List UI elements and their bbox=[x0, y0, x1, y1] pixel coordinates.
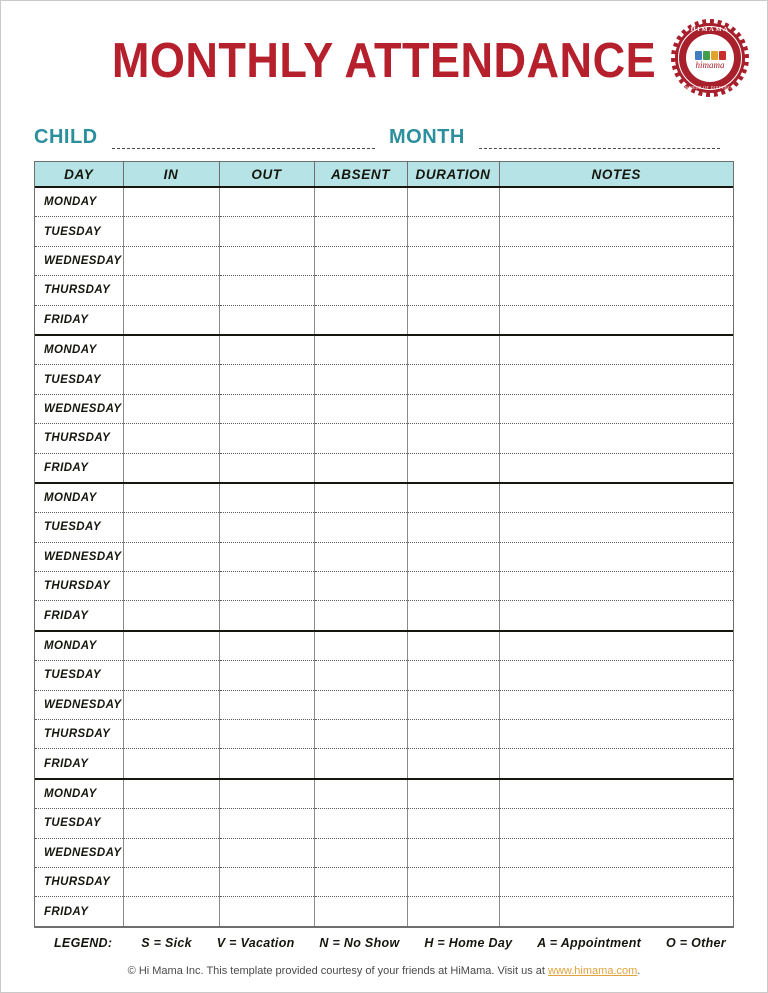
column-header-in: IN bbox=[123, 162, 219, 187]
table-row bbox=[35, 779, 733, 809]
table-row bbox=[35, 809, 733, 838]
table-row bbox=[35, 513, 733, 542]
cell-absent[interactable] bbox=[314, 601, 407, 631]
day-label-cell: FRIDAY bbox=[35, 749, 123, 779]
table-row bbox=[35, 720, 733, 749]
cell-out[interactable] bbox=[219, 809, 314, 838]
page-title: MONTHLY ATTENDANCE bbox=[111, 34, 657, 88]
day-label-cell: THURSDAY bbox=[35, 424, 123, 453]
cell-absent[interactable] bbox=[314, 335, 407, 365]
day-label-cell: THURSDAY bbox=[35, 720, 123, 749]
cell-out[interactable] bbox=[219, 276, 314, 305]
cell-duration[interactable] bbox=[407, 838, 499, 867]
cell-in[interactable] bbox=[123, 276, 219, 305]
table-row bbox=[35, 246, 733, 275]
cell-notes[interactable] bbox=[499, 453, 733, 483]
logo-bottom-text: A WORLD OF DIFFERENCE bbox=[680, 86, 740, 90]
cell-in[interactable] bbox=[123, 483, 219, 513]
table-row bbox=[35, 187, 733, 217]
cell-duration[interactable] bbox=[407, 897, 499, 926]
cell-out[interactable] bbox=[219, 542, 314, 571]
day-label-cell: TUESDAY bbox=[35, 809, 123, 838]
cell-notes[interactable] bbox=[499, 631, 733, 661]
attendance-table bbox=[35, 162, 733, 927]
cell-in[interactable] bbox=[123, 897, 219, 926]
cell-out[interactable] bbox=[219, 217, 314, 246]
day-label-cell: TUESDAY bbox=[35, 217, 123, 246]
day-label-cell: WEDNESDAY bbox=[35, 542, 123, 571]
cell-notes[interactable] bbox=[499, 572, 733, 601]
cell-notes[interactable] bbox=[499, 838, 733, 867]
cell-absent[interactable] bbox=[314, 867, 407, 896]
column-header-day: DAY bbox=[35, 162, 123, 187]
day-label-cell: WEDNESDAY bbox=[35, 394, 123, 423]
table-row bbox=[35, 601, 733, 631]
cell-out[interactable] bbox=[219, 690, 314, 719]
cell-notes[interactable] bbox=[499, 394, 733, 423]
cell-absent[interactable] bbox=[314, 809, 407, 838]
cell-notes[interactable] bbox=[499, 335, 733, 365]
cell-absent[interactable] bbox=[314, 838, 407, 867]
day-label-cell: MONDAY bbox=[35, 779, 123, 809]
cell-in[interactable] bbox=[123, 749, 219, 779]
cell-duration[interactable] bbox=[407, 779, 499, 809]
day-label-cell: FRIDAY bbox=[35, 453, 123, 483]
table-row bbox=[35, 631, 733, 661]
cell-out[interactable] bbox=[219, 661, 314, 690]
table-row bbox=[35, 276, 733, 305]
cell-out[interactable] bbox=[219, 246, 314, 275]
cell-notes[interactable] bbox=[499, 276, 733, 305]
cell-in[interactable] bbox=[123, 809, 219, 838]
himama-logo bbox=[671, 19, 749, 97]
cell-out[interactable] bbox=[219, 483, 314, 513]
table-row bbox=[35, 542, 733, 571]
cell-in[interactable] bbox=[123, 542, 219, 571]
table-row bbox=[35, 424, 733, 453]
cell-duration[interactable] bbox=[407, 720, 499, 749]
cell-out[interactable] bbox=[219, 720, 314, 749]
child-field bbox=[34, 127, 389, 149]
cell-duration[interactable] bbox=[407, 187, 499, 217]
cell-in[interactable] bbox=[123, 690, 219, 719]
cell-out[interactable] bbox=[219, 749, 314, 779]
cell-in[interactable] bbox=[123, 453, 219, 483]
table-row bbox=[35, 897, 733, 926]
table-row bbox=[35, 217, 733, 246]
day-label-cell: FRIDAY bbox=[35, 305, 123, 335]
cell-duration[interactable] bbox=[407, 601, 499, 631]
table-row bbox=[35, 483, 733, 513]
day-label-cell: THURSDAY bbox=[35, 867, 123, 896]
cell-duration[interactable] bbox=[407, 483, 499, 513]
cell-in[interactable] bbox=[123, 365, 219, 394]
cell-in[interactable] bbox=[123, 631, 219, 661]
cell-notes[interactable] bbox=[499, 779, 733, 809]
cell-duration[interactable] bbox=[407, 365, 499, 394]
column-header-duration: DURATION bbox=[407, 162, 499, 187]
cell-in[interactable] bbox=[123, 246, 219, 275]
cell-absent[interactable] bbox=[314, 276, 407, 305]
cell-notes[interactable] bbox=[499, 867, 733, 896]
cell-absent[interactable] bbox=[314, 187, 407, 217]
attendance-table-body bbox=[35, 187, 733, 926]
cell-in[interactable] bbox=[123, 720, 219, 749]
form-fields-row bbox=[34, 109, 734, 149]
table-row bbox=[35, 690, 733, 719]
cell-absent[interactable] bbox=[314, 690, 407, 719]
cell-duration[interactable] bbox=[407, 276, 499, 305]
cell-out[interactable] bbox=[219, 631, 314, 661]
month-field-label: MONTH bbox=[389, 126, 465, 148]
cell-in[interactable] bbox=[123, 661, 219, 690]
cell-absent[interactable] bbox=[314, 897, 407, 926]
cell-out[interactable] bbox=[219, 453, 314, 483]
day-label-cell: WEDNESDAY bbox=[35, 246, 123, 275]
cell-duration[interactable] bbox=[407, 690, 499, 719]
cell-out[interactable] bbox=[219, 572, 314, 601]
cell-duration[interactable] bbox=[407, 394, 499, 423]
cell-in[interactable] bbox=[123, 217, 219, 246]
cell-absent[interactable] bbox=[314, 217, 407, 246]
cell-out[interactable] bbox=[219, 305, 314, 335]
cell-in[interactable] bbox=[123, 867, 219, 896]
table-row bbox=[35, 867, 733, 896]
child-field-label: CHILD bbox=[34, 126, 98, 148]
cell-notes[interactable] bbox=[499, 749, 733, 779]
cell-absent[interactable] bbox=[314, 246, 407, 275]
table-header-row bbox=[35, 162, 733, 187]
legend-item-other: O = Other bbox=[665, 935, 726, 950]
page-header bbox=[1, 1, 767, 109]
cell-duration[interactable] bbox=[407, 749, 499, 779]
train-car-4 bbox=[719, 51, 726, 60]
cell-absent[interactable] bbox=[314, 542, 407, 571]
table-row bbox=[35, 661, 733, 690]
cell-notes[interactable] bbox=[499, 661, 733, 690]
cell-in[interactable] bbox=[123, 513, 219, 542]
legend-item-sick: S = Sick bbox=[141, 935, 192, 950]
cell-out[interactable] bbox=[219, 365, 314, 394]
cell-in[interactable] bbox=[123, 335, 219, 365]
cell-duration[interactable] bbox=[407, 867, 499, 896]
cell-out[interactable] bbox=[219, 187, 314, 217]
cell-notes[interactable] bbox=[499, 187, 733, 217]
cell-notes[interactable] bbox=[499, 217, 733, 246]
cell-absent[interactable] bbox=[314, 572, 407, 601]
cell-out[interactable] bbox=[219, 335, 314, 365]
month-field bbox=[389, 127, 734, 149]
cell-in[interactable] bbox=[123, 424, 219, 453]
cell-duration[interactable] bbox=[407, 572, 499, 601]
cell-in[interactable] bbox=[123, 838, 219, 867]
cell-notes[interactable] bbox=[499, 601, 733, 631]
cell-out[interactable] bbox=[219, 897, 314, 926]
legend-item-appointment: A = Appointment bbox=[537, 935, 642, 950]
cell-notes[interactable] bbox=[499, 690, 733, 719]
cell-duration[interactable] bbox=[407, 809, 499, 838]
cell-absent[interactable] bbox=[314, 365, 407, 394]
day-label-cell: MONDAY bbox=[35, 335, 123, 365]
day-label-cell: THURSDAY bbox=[35, 276, 123, 305]
logo-top-text: HIMAMA bbox=[690, 26, 730, 33]
cell-in[interactable] bbox=[123, 572, 219, 601]
cell-notes[interactable] bbox=[499, 365, 733, 394]
table-row bbox=[35, 749, 733, 779]
cell-duration[interactable] bbox=[407, 661, 499, 690]
cell-out[interactable] bbox=[219, 601, 314, 631]
logo-wordmark: himama bbox=[695, 59, 725, 70]
cell-out[interactable] bbox=[219, 779, 314, 809]
cell-notes[interactable] bbox=[499, 542, 733, 571]
table-row bbox=[35, 365, 733, 394]
cell-absent[interactable] bbox=[314, 513, 407, 542]
day-label-cell: MONDAY bbox=[35, 187, 123, 217]
cell-in[interactable] bbox=[123, 394, 219, 423]
footer-text-before: © Hi Mama Inc. This template provided courtesy of your friends at HiMama. Visit us at bbox=[127, 964, 549, 977]
train-car-3 bbox=[711, 51, 718, 60]
cell-duration[interactable] bbox=[407, 217, 499, 246]
table-row bbox=[35, 453, 733, 483]
cell-absent[interactable] bbox=[314, 631, 407, 661]
cell-in[interactable] bbox=[123, 305, 219, 335]
cell-notes[interactable] bbox=[499, 809, 733, 838]
day-label-cell: TUESDAY bbox=[35, 365, 123, 394]
cell-duration[interactable] bbox=[407, 246, 499, 275]
footer-text-after: . bbox=[637, 964, 641, 977]
table-row bbox=[35, 572, 733, 601]
attendance-table-head bbox=[35, 162, 733, 187]
cell-duration[interactable] bbox=[407, 631, 499, 661]
table-row bbox=[35, 394, 733, 423]
cell-duration[interactable] bbox=[407, 424, 499, 453]
cell-notes[interactable] bbox=[499, 720, 733, 749]
train-car-1 bbox=[695, 51, 702, 60]
day-label-cell: THURSDAY bbox=[35, 572, 123, 601]
cell-absent[interactable] bbox=[314, 453, 407, 483]
cell-duration[interactable] bbox=[407, 335, 499, 365]
column-header-notes: NOTES bbox=[499, 162, 733, 187]
cell-duration[interactable] bbox=[407, 453, 499, 483]
column-header-out: OUT bbox=[219, 162, 314, 187]
child-field-input-line[interactable] bbox=[112, 147, 375, 149]
cell-absent[interactable] bbox=[314, 424, 407, 453]
day-label-cell: MONDAY bbox=[35, 631, 123, 661]
legend-item-no-show: N = No Show bbox=[319, 935, 400, 950]
legend-title: LEGEND: bbox=[54, 935, 113, 950]
column-header-absent: ABSENT bbox=[314, 162, 407, 187]
cell-absent[interactable] bbox=[314, 749, 407, 779]
day-label-cell: WEDNESDAY bbox=[35, 690, 123, 719]
cell-in[interactable] bbox=[123, 779, 219, 809]
cell-duration[interactable] bbox=[407, 542, 499, 571]
day-label-cell: MONDAY bbox=[35, 483, 123, 513]
day-label-cell: TUESDAY bbox=[35, 661, 123, 690]
footer bbox=[34, 964, 734, 978]
cell-notes[interactable] bbox=[499, 246, 733, 275]
cell-out[interactable] bbox=[219, 424, 314, 453]
legend-row bbox=[34, 928, 734, 958]
cell-absent[interactable] bbox=[314, 779, 407, 809]
train-icon bbox=[695, 47, 726, 60]
table-row bbox=[35, 335, 733, 365]
cell-out[interactable] bbox=[219, 867, 314, 896]
train-car-2 bbox=[703, 51, 710, 60]
cell-notes[interactable] bbox=[499, 513, 733, 542]
day-label-cell: WEDNESDAY bbox=[35, 838, 123, 867]
day-label-cell: TUESDAY bbox=[35, 513, 123, 542]
cell-notes[interactable] bbox=[499, 424, 733, 453]
table-row bbox=[35, 838, 733, 867]
legend-item-vacation: V = Vacation bbox=[216, 935, 295, 950]
himama-website-link[interactable]: www.himama.com bbox=[548, 964, 638, 977]
cell-absent[interactable] bbox=[314, 305, 407, 335]
legend-item-home-day: H = Home Day bbox=[424, 935, 513, 950]
cell-in[interactable] bbox=[123, 601, 219, 631]
cell-out[interactable] bbox=[219, 838, 314, 867]
day-label-cell: FRIDAY bbox=[35, 601, 123, 631]
month-field-input-line[interactable] bbox=[479, 147, 720, 149]
cell-notes[interactable] bbox=[499, 897, 733, 926]
cell-absent[interactable] bbox=[314, 483, 407, 513]
attendance-table-container bbox=[34, 161, 734, 928]
cell-notes[interactable] bbox=[499, 483, 733, 513]
logo-disc bbox=[686, 34, 734, 82]
cell-notes[interactable] bbox=[499, 305, 733, 335]
day-label-cell: FRIDAY bbox=[35, 897, 123, 926]
cell-out[interactable] bbox=[219, 394, 314, 423]
cell-absent[interactable] bbox=[314, 720, 407, 749]
cell-out[interactable] bbox=[219, 513, 314, 542]
cell-in[interactable] bbox=[123, 187, 219, 217]
cell-absent[interactable] bbox=[314, 394, 407, 423]
table-row bbox=[35, 305, 733, 335]
cell-duration[interactable] bbox=[407, 305, 499, 335]
cell-absent[interactable] bbox=[314, 661, 407, 690]
cell-duration[interactable] bbox=[407, 513, 499, 542]
